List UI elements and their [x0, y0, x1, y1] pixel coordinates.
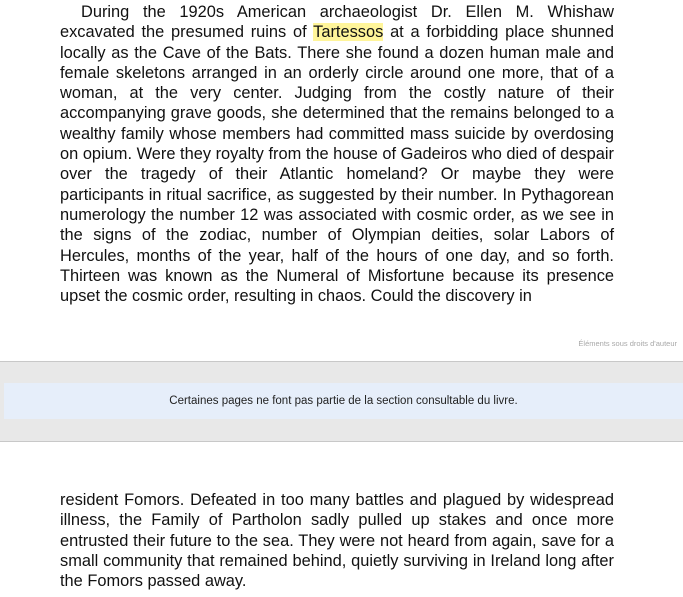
book-page-bottom	[0, 441, 683, 597]
copyright-notice: Éléments sous droits d'auteur	[578, 339, 677, 348]
search-term-highlight: Tartessos	[313, 23, 384, 42]
page-text-after-highlight: at a forbidding place shunned locally as the Cave of the Bats. There she found a dozen human male and female skeletons arranged in an orderly circle around one more, that of a woman, at the very center. Judging from the costly nature of their accompanying grave goods, she determined that the remains belonged to a wealthy family whose members had committed mass suicide by overdosing on opium. Were they royalty from the house of Gadeiros who died of despair over the tragedy of their Atlantic homeland? Or maybe they were participants in ritual sacrifice, as suggested by their number. In Pythagorean numerology the number 12 was associated with cosmic order, as we see in the signs of the zodiac, number of Olympian deities, solar Labors of Hercules, months of the year, half of the hours of one day, and so forth. Thirteen was known as the Numeral of Misfortune because its presence upset the cosmic order, resulting in chaos. Could the discovery in	[60, 23, 614, 306]
omitted-pages-notice: Certaines pages ne font pas partie de la section consultable du livre.	[4, 383, 683, 419]
page-text-bottom: resident Fomors. Defeated in too many battles and plagued by widespread illness, the Family of Partholon sadly pulled up stakes and once more entrusted their future to the sea. They were not heard from again, save for a small community that remained behind, quietly surviving in Ireland long after the Fomors passed away.	[60, 491, 614, 591]
page-text-top	[60, 2, 614, 306]
page-text-before-highlight: During the 1920s American archaeologist Dr. Ellen M. Whishaw excavated the presumed ruins of	[60, 3, 614, 42]
